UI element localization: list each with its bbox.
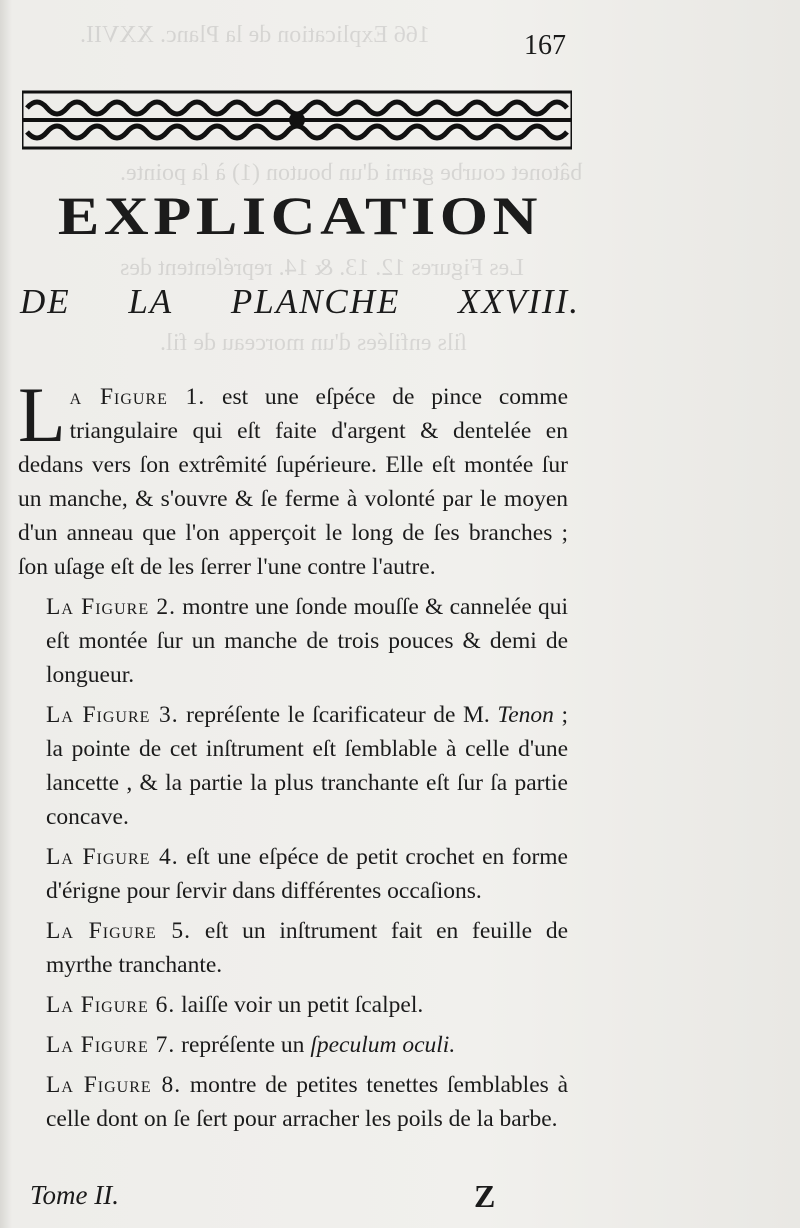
paragraph-text: ; la pointe de cet inſtrument eſt ſemblable à celle d'une lancette , & la partie la plus tranchante eſt ſur ſa partie concave. (46, 702, 568, 830)
paragraph-text: repréſente le ſcarificateur de M. (186, 702, 490, 728)
page-subtitle (20, 282, 580, 322)
italic-term: ſpeculum oculi. (310, 1032, 456, 1058)
subtitle-word: DE (20, 282, 71, 321)
paragraph-figure-5 (18, 914, 568, 982)
paragraph-figure-3 (18, 698, 568, 834)
paragraph-text: eſt une eſpéce de petit crochet en forme d'érigne pour ſervir dans différentes occaſions. (46, 844, 568, 904)
paragraph-text: eſt un inſtrument fait en feuille de myrthe tranchante. (46, 918, 569, 978)
paragraph-text: repréſente un (181, 1032, 305, 1058)
figure-label: La Figure 3. (46, 702, 179, 728)
drop-cap: L (18, 371, 66, 458)
figure-label: La Figure 2. (46, 594, 176, 620)
signature-mark: Z (474, 1178, 496, 1214)
page-number: 167 (524, 30, 566, 61)
paragraph-text: montre de petites tenettes ſemblables à celle dont on ſe ſert pour arracher les poils de la barbe. (46, 1072, 568, 1132)
show-through-text: bâtonet courbe garni d'un bouton (1) à ſa pointe. (120, 160, 583, 186)
paragraph-figure-8 (18, 1068, 568, 1136)
figure-label: La Figure 4. (46, 844, 179, 870)
figure-label: La Figure 5. (46, 918, 192, 944)
paragraph-figure-1 (18, 371, 569, 584)
show-through-text: ſils enfilées d'un morceau de fil. (160, 330, 467, 356)
subtitle-word: LA (128, 282, 174, 321)
paragraph-figure-4 (18, 840, 568, 908)
paragraph-figure-6 (18, 988, 568, 1022)
paragraph-text: montre une ſonde mouſſe & cannelée qui eſt montée ſur un manche de trois pouces & demi de longueur. (46, 594, 569, 688)
paragraph-text: laiſſe voir un petit ſcalpel. (181, 992, 424, 1018)
figure-label: La Figure 6. (46, 992, 176, 1018)
italic-name: Tenon (497, 702, 554, 728)
subtitle-word: PLANCHE (230, 282, 401, 321)
paragraph-figure-2 (18, 590, 568, 692)
decorative-headpiece (22, 90, 572, 150)
volume-label: Tome II. (30, 1180, 120, 1210)
figure-label: a Figure 1. (69, 384, 206, 410)
show-through-text: 166 Explication de la Planc. XXVII. (80, 22, 430, 48)
figure-label: La Figure 8. (46, 1072, 182, 1098)
body-text (18, 371, 569, 1142)
show-through-text: Les Figures 12. 13. & 14. repréſentent des (120, 255, 524, 281)
figure-label: La Figure 7. (46, 1032, 176, 1058)
page-title: EXPLICATION (57, 186, 543, 246)
paragraph-figure-7 (18, 1028, 568, 1062)
paragraph-text: est une eſpéce de pince comme triangulaire qui eſt faite d'argent & dentelée en dedans vers ſon extrêmité ſupérieure. Elle eſt montée ſur un manche, & s'ouvre & ſe ferme à volonté par le moyen d'un anneau que l'on apperçoit le long de ſes branches ; ſon uſage eſt de les ſerrer l'une contre l'autre. (18, 384, 569, 580)
subtitle-word: XXVIII. (458, 282, 580, 321)
